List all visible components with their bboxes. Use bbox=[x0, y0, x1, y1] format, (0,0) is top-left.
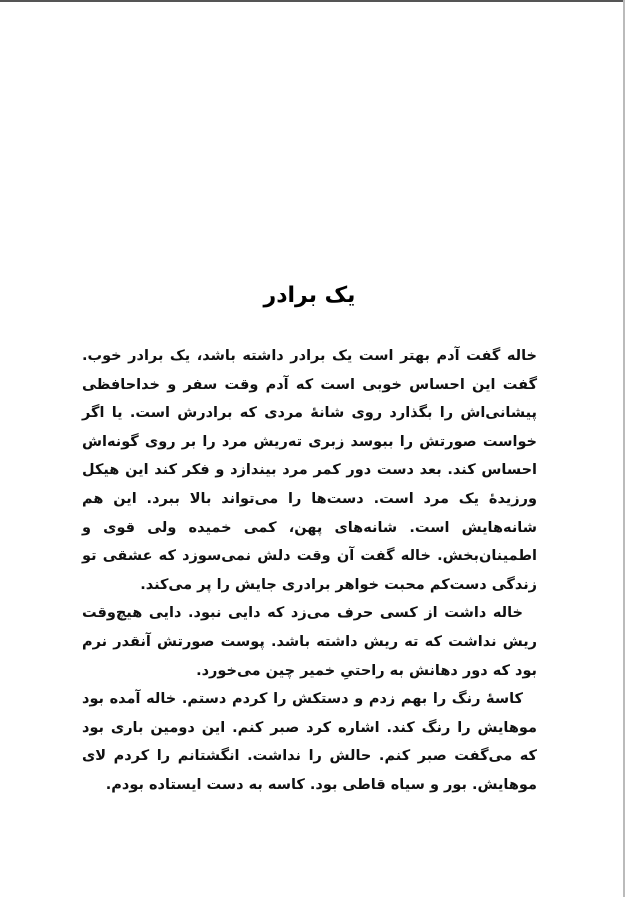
paragraph-1: خاله گفت آدم بهتر است یک برادر داشته باشد، یک برادر خوب. گفت این احساس خوبی است که آدم وقت سفر و خداحافظی پیشانی‌اش را بگذارد روی شانهٔ مردی که برادرش است. یا اگر خواست صورتش را ببوسد زبری ته‌ریش مرد را بر روی گونه‌اش احساس کند. بعد دست دور کمر مرد بیندازد و فکر کند این هیکل ورزیدهٔ یک مرد است. دست‌ها را می‌تواند بالا ببرد. این هم شانه‌هایش است. شانه‌های پهن، کمی خمیده ولی قوی و اطمینان‌بخش. خاله گفت آن وقت دلش نمی‌سوزد که عشقی تو زندگی دست‌کم محبت خواهر برادری جایش را پر می‌کند. bbox=[82, 348, 537, 593]
paragraph-3: کاسهٔ رنگ را بهم زدم و دستکش را کردم دستم. خاله آمده بود موهایش را رنگ کند. اشاره کرد صبر کنم. این دومین باری بود که می‌گفت صبر کنم. حالش را نداشت. انگشتانم را کردم لای موهایش. بور و سیاه قاطی بود. کاسه به دست ایستاده بودم. bbox=[82, 691, 537, 793]
paragraph-2: خاله داشت از کسی حرف می‌زد که دایی نبود. دایی هیچ‌وقت ریش نداشت که ته ریش داشته باشد. پوست صورتش آنقدر نرم بود که دور دهانش به راحتیِ خمیر چین می‌خورد. bbox=[82, 605, 537, 679]
book-page bbox=[82, 280, 537, 800]
chapter-title: یک برادر bbox=[263, 283, 356, 308]
scan-top-border bbox=[0, 0, 625, 2]
